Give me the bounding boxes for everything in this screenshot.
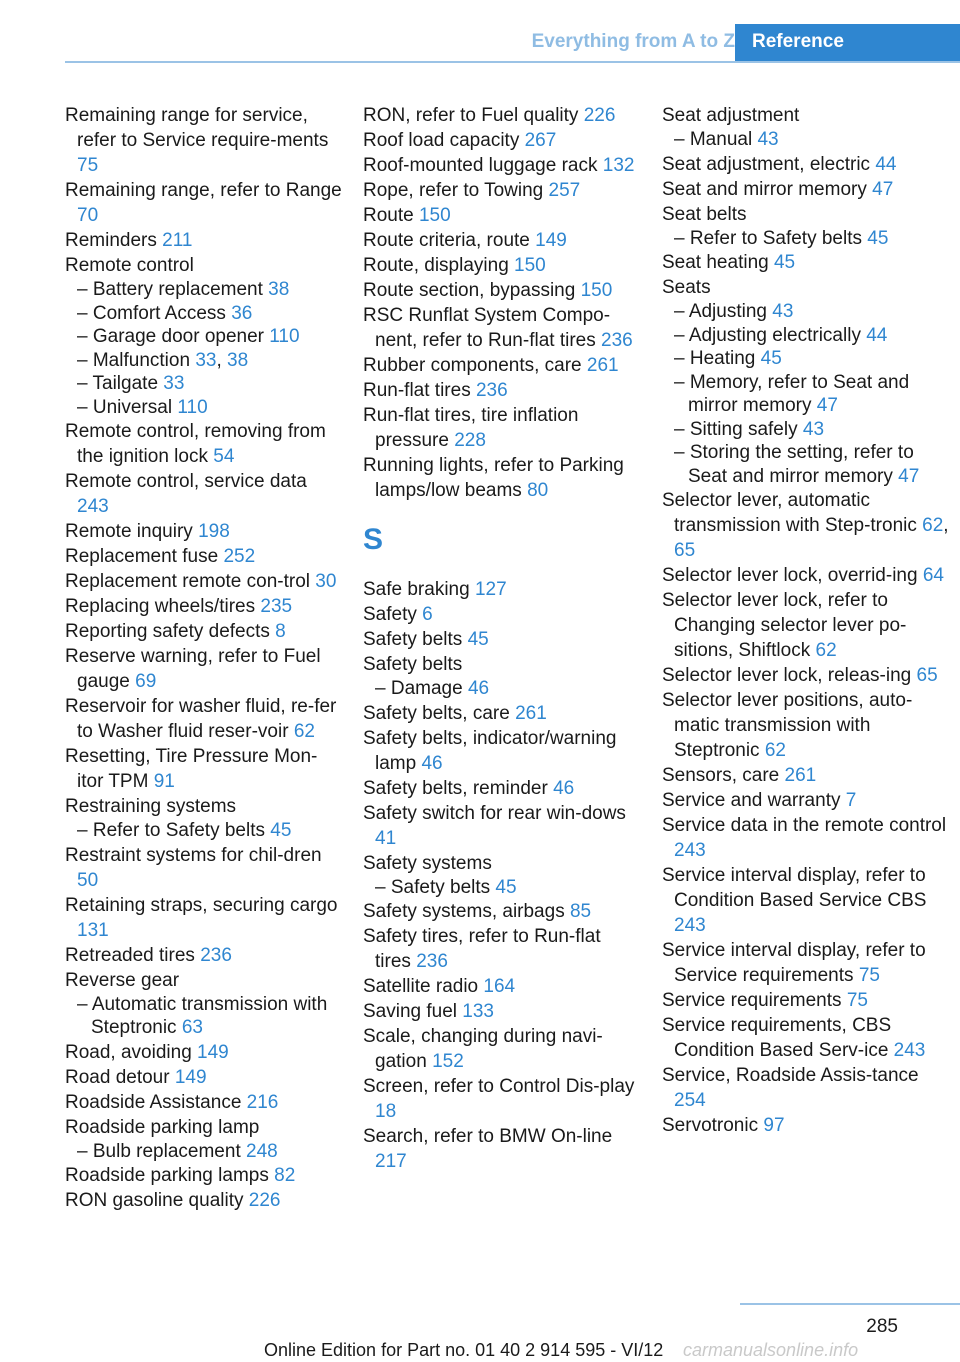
index-term: Replacement remote con-trol: [65, 571, 310, 592]
index-subentry: – Damage 46: [375, 678, 490, 699]
index-entry: [65, 1163, 343, 1188]
page-reference-link[interactable]: 132: [602, 155, 635, 176]
index-term: Roadside parking lamp: [65, 1116, 260, 1138]
index-subentry: – Garage door opener 110: [77, 326, 300, 347]
index-entry: [662, 202, 952, 227]
index-term: Route section, bypassing: [363, 280, 576, 301]
page-reference-link[interactable]: 47: [872, 178, 894, 200]
index-subentry: – Comfort Access 36: [77, 302, 253, 324]
index-subentry: – Storing the setting, refer to Seat and mirror memory 47: [674, 442, 920, 487]
watermark: carmanualsonline.info: [683, 1340, 859, 1360]
page-reference-link[interactable]: 45: [270, 820, 292, 841]
index-term: Road detour: [65, 1066, 170, 1088]
index-term: Rope, refer to Towing: [363, 180, 544, 201]
index-subterm: Refer to Safety belts: [689, 227, 863, 249]
index-entry: [363, 253, 635, 278]
index-entry: [662, 1013, 952, 1063]
page-reference-link[interactable]: 43: [772, 301, 794, 322]
index-term: Roadside parking lamps: [65, 1165, 269, 1186]
index-entry: [65, 569, 343, 594]
index-entry: [662, 688, 952, 763]
index-term: Restraint systems for chil-dren: [65, 844, 322, 866]
index-entry: [65, 103, 343, 178]
page-reference-link[interactable]: 54: [213, 446, 235, 467]
index-entry: [363, 353, 635, 378]
page-number: 285: [866, 1316, 898, 1337]
index-entry: [363, 701, 635, 726]
page-reference-link[interactable]: 44: [866, 324, 888, 346]
index-entry: [65, 228, 343, 253]
index-entry: [65, 968, 343, 993]
page-reference-link[interactable]: 33: [163, 373, 185, 394]
index-entry: [363, 303, 635, 353]
index-term: Route, displaying: [363, 255, 509, 276]
page-reference-link[interactable]: 45: [467, 629, 489, 650]
page-reference-link[interactable]: 243: [77, 496, 109, 517]
index-subentry: – Malfunction 33, 38: [77, 349, 249, 371]
index-term: Service requirements: [662, 990, 842, 1011]
page-reference-link[interactable]: 149: [535, 230, 567, 251]
index-term: Roof load capacity: [363, 130, 520, 151]
page-reference-link[interactable]: 252: [223, 546, 256, 567]
index-subterm: Manual: [689, 129, 753, 150]
index-entry: [662, 177, 952, 202]
index-term: Safety belts: [363, 629, 463, 650]
page-reference-link[interactable]: 65: [916, 665, 938, 686]
page-reference-link[interactable]: 243: [893, 1040, 926, 1061]
page-reference-link[interactable]: 261: [515, 702, 547, 724]
index-term: Seat belts: [662, 203, 747, 225]
index-term: Safety belts, care: [363, 702, 510, 724]
page-reference-link[interactable]: 248: [246, 1140, 278, 1162]
index-entry: [662, 938, 952, 988]
index-subentry: – Heating 45: [674, 348, 782, 369]
index-entry: [363, 776, 635, 801]
index-subentry: – Refer to Safety belts 45: [77, 820, 292, 841]
index-term: Safety belts: [363, 654, 463, 675]
index-entry: [65, 619, 343, 644]
index-term: Road, avoiding: [65, 1041, 192, 1063]
index-entry: [65, 644, 343, 694]
page-reference-link[interactable]: 97: [763, 1115, 785, 1136]
index-column-2: [363, 103, 635, 1174]
page-reference-link[interactable]: 133: [462, 1001, 494, 1022]
index-entry: [65, 519, 343, 544]
index-term: Seat and mirror memory: [662, 178, 867, 200]
page-reference-link[interactable]: 45: [773, 252, 796, 273]
index-term: RON gasoline quality: [65, 1190, 244, 1211]
index-entry: [363, 228, 635, 253]
page-reference-link[interactable]: 80: [527, 480, 549, 501]
index-term: Service requirements, CBS Condition Based Serv-ice: [662, 1015, 892, 1061]
page-reference-link[interactable]: 243: [674, 840, 706, 861]
footer-rule: [740, 1303, 960, 1305]
index-entry: Selector lever, automatic transmission with Step-tronic 62, 65: [662, 490, 949, 561]
page-reference-link[interactable]: 254: [674, 1090, 706, 1111]
section-title: Everything from A to Z: [531, 31, 735, 52]
index-entry: [363, 899, 635, 924]
index-term: RSC Runflat System Compo-nent, refer to Run-flat tires: [363, 305, 611, 351]
index-entry: [363, 278, 635, 303]
index-entry: [65, 744, 343, 794]
index-subterm: Sitting safely: [689, 418, 798, 440]
page-reference-link[interactable]: 149: [174, 1066, 207, 1088]
page-reference-link[interactable]: 33: [195, 349, 217, 371]
index-subterm: Safety belts: [390, 876, 491, 898]
page-reference-link[interactable]: 41: [375, 827, 397, 849]
index-term: Screen, refer to Control Dis-play: [363, 1076, 635, 1097]
index-entry: [363, 577, 635, 602]
page-reference-link[interactable]: 131: [77, 919, 109, 941]
index-entry: [65, 1115, 343, 1140]
index-subterm: Heating: [689, 348, 756, 369]
index-term: Route: [363, 205, 414, 226]
index-column-3: [662, 103, 952, 1138]
index-term: Safety belts, reminder: [363, 777, 548, 799]
index-subterm: Malfunction: [92, 349, 191, 371]
index-subterm: Automatic transmission with Steptronic: [91, 993, 328, 1038]
index-subentry: – Battery replacement 38: [77, 279, 290, 300]
page-reference-link[interactable]: 75: [77, 155, 99, 176]
index-entry: [65, 794, 343, 819]
index-term: Remote control, removing from the ignition lock: [65, 421, 326, 467]
index-term: Seat adjustment: [662, 105, 800, 126]
index-term: Safe braking: [363, 579, 470, 600]
index-subterm: Garage door opener: [92, 326, 264, 347]
index-subentry: – Memory, refer to Seat and mirror memory 47: [674, 371, 910, 416]
index-entry: [662, 988, 952, 1013]
index-entry: [662, 103, 952, 128]
index-term: Seat heating: [662, 252, 769, 273]
index-term: Selector lever lock, refer to Changing selector lever po-sitions, Shiftlock: [662, 590, 907, 661]
index-subterm: Comfort Access: [92, 302, 226, 324]
section-letter: S: [363, 523, 384, 556]
index-entry: [363, 403, 635, 453]
page-reference-link[interactable]: 38: [227, 349, 249, 371]
index-subentry: – Tailgate 33: [77, 373, 185, 394]
page-reference-link[interactable]: 226: [248, 1190, 281, 1211]
index-term: Reverse gear: [65, 969, 180, 991]
page-reference-link[interactable]: 236: [200, 944, 232, 966]
page-reference-link[interactable]: 36: [231, 302, 253, 324]
page-reference-link[interactable]: 7: [845, 790, 857, 811]
index-entry: [65, 943, 343, 968]
index-entry: [65, 594, 343, 619]
index-term: Safety belts, indicator/warning lamp: [363, 727, 617, 774]
page-reference-link[interactable]: 44: [875, 153, 897, 175]
index-subentry: – Bulb replacement 248: [77, 1140, 278, 1162]
index-entry: [65, 694, 343, 744]
index-subterm: Memory, refer to Seat and mirror memory: [688, 371, 910, 416]
index-entry: [662, 813, 952, 863]
index-entry: [363, 453, 635, 503]
index-entry: [662, 1063, 952, 1113]
page-reference-link[interactable]: 211: [162, 230, 193, 251]
page-reference-link[interactable]: 243: [674, 915, 706, 936]
index-term: Selector lever lock, releas-ing: [662, 665, 912, 686]
index-entry: [65, 893, 343, 943]
page-reference-link[interactable]: 236: [475, 380, 508, 401]
index-term: Reporting safety defects: [65, 621, 270, 642]
page-reference-link[interactable]: 226: [583, 105, 616, 126]
page-reference-link[interactable]: 110: [177, 396, 208, 418]
index-entry: [363, 602, 635, 627]
index-term: Roof-mounted luggage rack: [363, 155, 598, 176]
page-reference-link[interactable]: 217: [375, 1151, 407, 1172]
page-reference-link[interactable]: 30: [315, 571, 337, 592]
index-term: Service, Roadside Assis-tance: [662, 1065, 919, 1086]
index-subentry: – Universal 110: [77, 396, 208, 418]
index-term: Rubber components, care: [363, 355, 582, 376]
index-term: Safety systems: [363, 852, 492, 874]
page-reference-link[interactable]: 267: [524, 130, 557, 151]
header-rule: [65, 61, 960, 63]
index-entry: [65, 1188, 343, 1213]
index-subterm: Adjusting: [688, 301, 767, 322]
index-term: Sensors, care: [662, 765, 780, 786]
index-term: Retaining straps, securing cargo: [65, 894, 338, 916]
index-entry: [662, 763, 952, 788]
index-entry: [662, 1113, 952, 1138]
index-term: RON, refer to Fuel quality: [363, 105, 579, 126]
index-term: Restraining systems: [65, 796, 237, 817]
page-reference-link[interactable]: 85: [569, 901, 592, 922]
page-reference-link[interactable]: 75: [858, 965, 880, 986]
index-entry: [363, 153, 635, 178]
index-column-1: [65, 103, 343, 1213]
index-entry: [363, 203, 635, 228]
index-term: Selector lever positions, auto-matic transmission with Steptronic: [662, 690, 913, 761]
page-reference-link[interactable]: 46: [467, 678, 490, 699]
index-entry: [662, 275, 952, 300]
page-reference-link[interactable]: 8: [275, 621, 286, 642]
index-term: Selector lever lock, overrid-ing: [662, 565, 918, 586]
page-reference-link[interactable]: 235: [260, 596, 293, 617]
index-term: Safety: [363, 604, 417, 625]
page-reference-link[interactable]: 46: [421, 752, 443, 774]
page-reference-link[interactable]: 45: [867, 227, 889, 249]
index-term: Roadside Assistance: [65, 1091, 242, 1113]
index-term: Servotronic: [662, 1115, 759, 1136]
index-entry: [363, 1024, 635, 1074]
index-term: Retreaded tires: [65, 944, 195, 966]
index-subterm: Adjusting electrically: [688, 324, 861, 346]
index-subentry: – Adjusting 43: [674, 301, 794, 322]
index-term: Scale, changing during navi-gation: [363, 1026, 603, 1072]
index-term: Satellite radio: [363, 976, 479, 997]
edition-note: Online Edition for Part no. 01 40 2 914 595 - VI/12: [264, 1340, 664, 1360]
index-term: Seat adjustment, electric: [662, 153, 871, 175]
index-term: Search, refer to BMW On-line: [363, 1126, 613, 1147]
index-entry: [363, 974, 635, 999]
page-reference-link[interactable]: 38: [268, 279, 290, 300]
index-entry: [363, 999, 635, 1024]
index-entry: [363, 851, 635, 876]
page-reference-link[interactable]: 69: [135, 671, 157, 692]
page-reference-link[interactable]: 152: [432, 1051, 464, 1072]
page-reference-link[interactable]: 18: [375, 1101, 397, 1122]
page-reference-link[interactable]: 149: [197, 1041, 229, 1063]
index-entry: [662, 563, 952, 588]
index-term: Remaining range, refer to Range: [65, 180, 342, 201]
page-reference-link[interactable]: 64: [922, 565, 944, 586]
index-term: Safety systems, airbags: [363, 901, 565, 922]
page-reference-link[interactable]: 82: [274, 1165, 296, 1186]
page-reference-link[interactable]: 236: [601, 330, 633, 351]
index-term: Selector lever, automatic transmission with Step-tronic: [662, 490, 917, 536]
index-entry: [65, 419, 343, 469]
index-entry: [662, 250, 952, 275]
index-entry: [662, 588, 952, 663]
index-term: Run-flat tires, tire inflation pressure: [363, 405, 579, 451]
page-reference-link[interactable]: 127: [474, 579, 507, 600]
index-subentry: – Refer to Safety belts 45: [674, 227, 889, 249]
index-subterm: Bulb replacement: [92, 1140, 241, 1162]
index-entry: [363, 178, 635, 203]
page-reference-link[interactable]: 216: [246, 1091, 279, 1113]
index-entry: [662, 788, 952, 813]
page-reference-link[interactable]: 45: [760, 348, 782, 369]
index-subentry: – Safety belts 45: [375, 876, 517, 898]
page-reference-link[interactable]: 43: [757, 129, 779, 150]
index-entry: [65, 1065, 343, 1090]
index-entry: [363, 1074, 635, 1124]
page-reference-link[interactable]: 47: [816, 395, 838, 416]
page-reference-link[interactable]: 75: [846, 990, 868, 1011]
index-term: Replacement fuse: [65, 546, 219, 567]
page-reference-link[interactable]: 70: [77, 205, 99, 226]
index-subentry: – Manual 43: [674, 129, 779, 150]
index-term: Safety switch for rear win-dows: [363, 802, 626, 824]
page-reference-link[interactable]: 43: [802, 418, 825, 440]
index-entry: [662, 152, 952, 177]
index-term: Remaining range for service, refer to Service require-ments: [65, 105, 329, 151]
index-term: Run-flat tires: [363, 380, 471, 401]
index-subterm: Damage: [390, 678, 463, 699]
index-entry: [363, 627, 635, 652]
index-term: Reminders: [65, 230, 157, 251]
index-entry: [363, 103, 635, 128]
index-term: Route criteria, route: [363, 230, 530, 251]
page-reference-link[interactable]: 257: [548, 180, 581, 201]
index-subterm: Tailgate: [92, 373, 159, 394]
page-reference-link[interactable]: 261: [784, 765, 817, 786]
page-reference-link[interactable]: 62: [764, 740, 786, 761]
page-reference-link[interactable]: 198: [198, 521, 230, 542]
index-entry: [363, 378, 635, 403]
index-entry: [363, 652, 635, 677]
index-entry: [363, 924, 635, 974]
page-reference-link[interactable]: 150: [580, 280, 613, 301]
index-entry: [65, 178, 343, 228]
page-reference-link[interactable]: 150: [418, 205, 451, 226]
page-reference-link[interactable]: 47: [898, 465, 920, 487]
reference-tab: Reference: [735, 24, 960, 61]
index-term: Service and warranty: [662, 790, 841, 811]
index-entry: [65, 469, 343, 519]
index-entry: [65, 1040, 343, 1065]
page-reference-link[interactable]: 62: [293, 721, 315, 742]
page-reference-link[interactable]: 6: [422, 604, 433, 625]
page-reference-link[interactable]: 110: [269, 326, 300, 347]
index-term: Service data in the remote control: [662, 815, 947, 836]
index-term: Replacing wheels/tires: [65, 596, 256, 617]
index-term: Service interval display, refer to Service requirements: [662, 940, 926, 986]
page-reference-link[interactable]: 62: [815, 640, 837, 661]
index-entry: [662, 663, 952, 688]
index-subentry: – Automatic transmission with Steptronic 63: [77, 993, 328, 1038]
page-reference-link[interactable]: 91: [153, 771, 175, 792]
page-reference-link[interactable]: 261: [586, 355, 619, 376]
index-entry: [363, 1124, 635, 1174]
index-term: Saving fuel: [363, 1001, 458, 1022]
index-term: Remote inquiry: [65, 521, 193, 542]
index-entry: [363, 801, 635, 851]
index-subentry: – Adjusting electrically 44: [674, 324, 888, 346]
page-reference-link[interactable]: 63: [181, 1017, 203, 1038]
page-reference-link[interactable]: 236: [416, 951, 448, 972]
index-subterm: Battery replacement: [92, 279, 263, 300]
index-subterm: Storing the setting, refer to Seat and mirror memory: [688, 442, 914, 487]
index-term: Reservoir for washer fluid, re-fer to Washer fluid reser-voir: [65, 696, 337, 742]
page-reference-link[interactable]: 164: [483, 976, 516, 997]
index-term: Remote control: [65, 255, 194, 276]
page-reference-link[interactable]: 50: [77, 869, 99, 891]
index-term: Seats: [662, 277, 711, 298]
page-reference-link[interactable]: 45: [495, 876, 517, 898]
index-entry: [65, 544, 343, 569]
index-entry: [363, 128, 635, 153]
index-subterm: Universal: [92, 396, 173, 418]
index-term: Service interval display, refer to Condition Based Service CBS: [662, 865, 927, 911]
index-term: Resetting, Tire Pressure Mon-itor TPM: [65, 746, 318, 792]
page-reference-link[interactable]: 228: [454, 430, 486, 451]
index-subentry: – Sitting safely 43: [674, 418, 825, 440]
page-reference-link[interactable]: 62: [922, 515, 944, 536]
index-entry: [363, 726, 635, 776]
index-entry: [65, 1090, 343, 1115]
index-subterm: Refer to Safety belts: [92, 820, 266, 841]
index-entry: [662, 863, 952, 938]
page-reference-link[interactable]: 150: [514, 255, 546, 276]
page-reference-link[interactable]: 65: [674, 540, 696, 561]
index-term: Running lights, refer to Parking lamps/low beams: [363, 455, 624, 501]
index-term: Reserve warning, refer to Fuel gauge: [65, 646, 321, 692]
index-entry: [65, 253, 343, 278]
index-term: Safety tires, refer to Run-flat tires: [363, 926, 601, 972]
index-entry: [65, 843, 343, 893]
page-reference-link[interactable]: 46: [553, 777, 575, 799]
index-term: Remote control, service data: [65, 471, 307, 492]
